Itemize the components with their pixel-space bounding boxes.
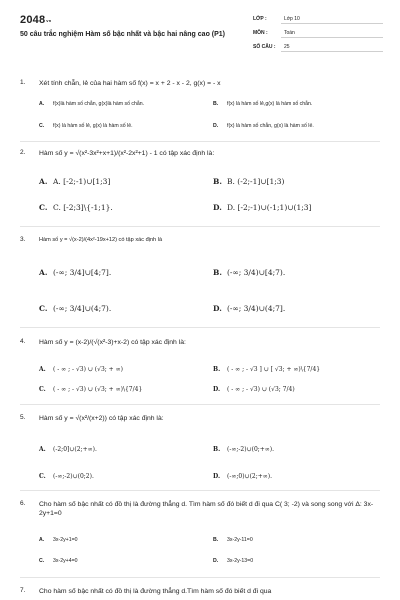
site-logo[interactable]: $2048_{vn}$ bbox=[20, 14, 52, 26]
worksheet-title: 50 câu trắc nghiệm Hàm số bậc nhất và bậc hai nâng cao (P1) bbox=[20, 31, 226, 38]
question-6 bbox=[20, 500, 385, 572]
option-b[interactable]: B. ( - ∞ ; - √3 ] ∪ [ √3; + ∞)\{7/4} bbox=[213, 366, 321, 373]
option-a[interactable]: A. ( - ∞ ; - √3) ∪ (√3; + ∞) bbox=[39, 366, 123, 373]
option-a[interactable]: A. 3x-2y+1=0 bbox=[39, 537, 78, 543]
divider bbox=[20, 327, 380, 328]
option-d[interactable]: D. 3x-2y-13=0 bbox=[213, 558, 254, 564]
option-d[interactable]: D. f(x) là hàm số chẵn, g(x) là hàm số lẻ. bbox=[213, 123, 314, 129]
option-a[interactable]: A. A. [-2;-1)∪[1;3] bbox=[39, 177, 111, 186]
question-stem: Hàm số y = (x-2)/(√(x²-3)+x-2) có tập xác định là: bbox=[39, 339, 186, 346]
option-c[interactable]: C. (-∞;-2)∪(0;2). bbox=[39, 473, 94, 480]
question-7 bbox=[20, 587, 385, 599]
option-a[interactable]: A. (-∞; 3/4]∪[4;7]. bbox=[39, 268, 112, 277]
divider bbox=[20, 226, 380, 227]
question-number: 4. bbox=[20, 338, 26, 345]
option-c[interactable]: C. f(x) là hàm số lẻ, g(x) là hàm số lẻ. bbox=[39, 123, 133, 129]
question-stem: Xét tính chẵn, lẻ của hai hàm số f(x) = x + 2 - x - 2, g(x) = - x bbox=[39, 80, 221, 87]
option-d[interactable]: D. ( - ∞ ; - √3) ∪ (√3; 7/4) bbox=[213, 386, 295, 393]
question-number: 5. bbox=[20, 414, 26, 421]
question-number: 7. bbox=[20, 587, 26, 594]
option-b[interactable]: B. (-∞;-2)∪(0;+∞). bbox=[213, 446, 275, 453]
question-4 bbox=[20, 338, 385, 400]
option-c[interactable]: C. ( - ∞ ; - √3) ∪ (√3; + ∞)\{7/4} bbox=[39, 386, 143, 393]
divider bbox=[20, 404, 380, 405]
question-stem: Hàm số y = √(x²-3x²+x+1)/(x²-2x²+1) - 1 có tập xác định là: bbox=[39, 150, 215, 157]
option-b[interactable]: B. B. (-2;-1]∪[1;3) bbox=[213, 177, 285, 186]
question-stem: Hàm số y = √(x-2)/(4x²-19x+12) có tập xác định là bbox=[39, 237, 163, 243]
meta-subject: MÔN : Toán bbox=[253, 28, 383, 38]
option-d[interactable]: D. (-∞; 3/4)∪(4;7]. bbox=[213, 304, 286, 313]
question-3 bbox=[20, 236, 385, 326]
question-stem: Cho hàm số bậc nhất có đồ thị là đường thẳng d.Tìm hàm số đó biết d đi qua bbox=[39, 588, 272, 595]
question-number: 3. bbox=[20, 236, 26, 243]
option-d[interactable]: D. (-∞;0)∪(2;+∞). bbox=[213, 473, 273, 480]
question-5 bbox=[20, 414, 385, 484]
question-stem: Hàm số y = √(x²/(x+2)) có tập xác định là: bbox=[39, 415, 164, 422]
worksheet-header bbox=[0, 0, 400, 64]
question-1 bbox=[20, 79, 385, 139]
meta-class: LỚP : Lớp 10 bbox=[253, 14, 383, 24]
option-c[interactable]: C. 3x-2y+4=0 bbox=[39, 558, 78, 564]
divider bbox=[20, 577, 380, 578]
option-b[interactable]: B. (-∞; 3/4)∪[4;7). bbox=[213, 268, 286, 277]
meta-count: SỐ CÂU : 25 bbox=[253, 42, 383, 52]
question-number: 1. bbox=[20, 79, 26, 86]
question-2 bbox=[20, 149, 385, 219]
question-number: 2. bbox=[20, 149, 26, 156]
option-a[interactable]: A. f(x)là hàm số chẵn, g(x)là hàm số chẵn. bbox=[39, 101, 145, 107]
divider bbox=[20, 490, 380, 491]
divider bbox=[20, 141, 380, 142]
option-c[interactable]: C. C. [-2;3]\{-1;1}. bbox=[39, 203, 113, 212]
option-c[interactable]: C. (-∞; 3/4]∪(4;7). bbox=[39, 304, 112, 313]
option-a[interactable]: A. (-2;0]∪(2;+∞). bbox=[39, 446, 97, 453]
option-d[interactable]: D. D. [-2;-1)∪(-1;1)∪(1;3] bbox=[213, 203, 312, 212]
question-stem: Cho hàm số bậc nhất có đồ thị là đường thẳng d. Tìm hàm số đó biết d đi qua C( 3; -2) và song song với Δ: 3x-2y+1=0 bbox=[39, 501, 374, 517]
option-b[interactable]: B. f(x) là hàm số lẻ,g(x) là hàm số chẵn. bbox=[213, 101, 313, 107]
question-number: 6. bbox=[20, 500, 26, 507]
option-b[interactable]: B. 3x-2y-11=0 bbox=[213, 537, 253, 543]
